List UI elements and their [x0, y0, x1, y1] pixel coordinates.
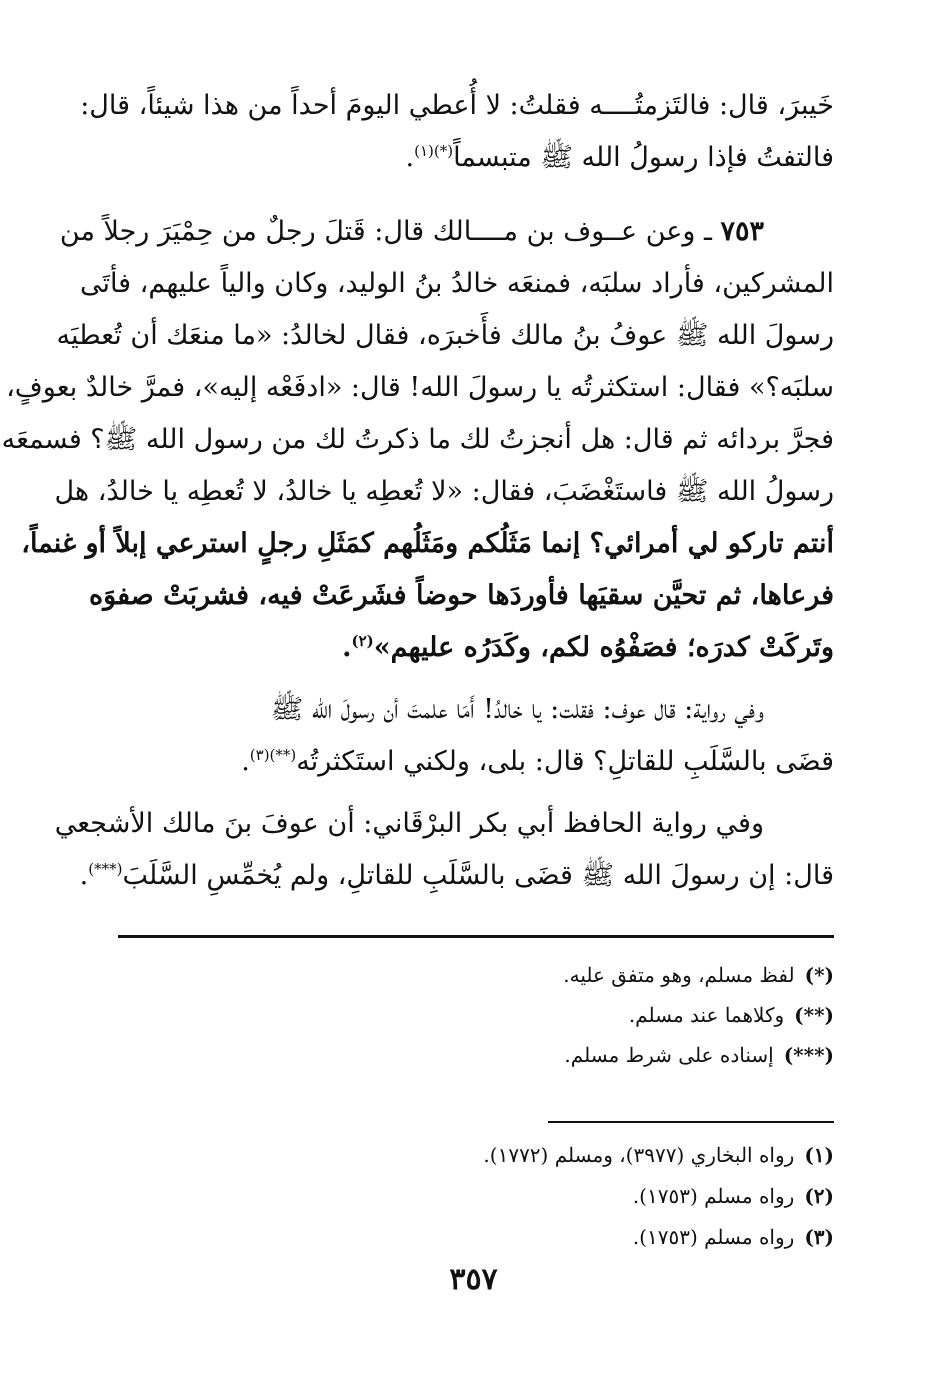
text-line: رسولُ الله ﷺ فاستَغْضَبَ، فقال: «لا تُعطِه يا خالدُ، لا تُعطِه يا خالدُ، هل — [54, 476, 834, 507]
footnote-text: رواه مسلم (١٧٥٣). — [632, 1184, 795, 1208]
paragraph-riwaya-1 — [118, 684, 834, 788]
text-line: وفي رواية الحافظ أبي بكر البرْقَاني: أن عوفَ بنَ مالك الأشجعي — [54, 808, 764, 839]
text-span: قضَى بالسَّلَبِ للقاتلِ؟ قال: بلى، ولكني استَكثرتُه — [296, 746, 834, 777]
footnote-ref: (*)(١) — [414, 142, 454, 160]
text-span: . — [342, 632, 352, 663]
footnote-item — [118, 1035, 834, 1075]
numbered-footnotes — [118, 1135, 834, 1258]
text-line — [59, 206, 834, 258]
footnote-mark: (*) — [804, 963, 834, 987]
text-line: فرعاها، ثم تحيَّن سقيَها فأوردَها حوضاً فشَرعَتْ فيه، فشربَتْ صفوَه — [89, 580, 834, 611]
text-line: وفي رواية: قال عوف: فقلت: يا خالدُ! أَمَا علمتَ أن رسولَ الله ﷺ — [270, 694, 764, 725]
paragraph-1 — [80, 80, 834, 184]
footnote-item — [118, 995, 834, 1035]
text-line — [118, 622, 834, 674]
text-line — [79, 850, 834, 902]
text-span: . — [79, 860, 89, 891]
text-span: قال: إن رسولَ الله ﷺ قضَى بالسَّلَبِ للقاتلِ، ولم يُخمِّسِ السَّلَبَ — [122, 860, 834, 891]
footnote-text: إسناده على شرط مسلم. — [564, 1043, 774, 1067]
footnote-mark: (**) — [794, 1003, 834, 1027]
footnote-mark: (٣) — [804, 1225, 834, 1249]
footnote-ref: (٢) — [351, 632, 374, 650]
hadith-number: ٧٥٣ — [720, 216, 764, 247]
footnote-text: وكلاهما عند مسلم. — [628, 1003, 785, 1027]
footnote-separator — [118, 935, 834, 938]
footnote-text: رواه البخاري (٣٩٧٧)، ومسلم (١٧٧٢). — [483, 1143, 795, 1167]
footnote-mark: (٢) — [804, 1184, 834, 1208]
paragraph-hadith-753 — [1, 206, 834, 674]
footnote-item — [118, 1135, 834, 1176]
footnote-item — [118, 1176, 834, 1217]
text-line: فجرَّ بردائه ثم قال: هل أنجزتُ لك ما ذكرتُ لك من رسول الله ﷺ؟ فسمعَه — [1, 424, 834, 455]
text-span: ـ وعن عــوف بن مــــالك قال: قَتلَ رجلٌ من حِمْيَرَ رجلاً من — [59, 216, 721, 247]
text-line — [118, 736, 834, 788]
text-line: خَيبرَ، قال: فالتَزمتُــــه فقلتُ: لا أُعطي اليومَ أحداً من هذا شيئاً، قال: — [80, 90, 834, 121]
footnote-ref: (***) — [88, 860, 123, 878]
footnote-text: رواه مسلم (١٧٥٣). — [632, 1225, 795, 1249]
text-line: رسولَ الله ﷺ عوفُ بنُ مالك فأَخبرَه، فقال لخالدُ: «ما منعَك أن تُعطيَه — [56, 320, 834, 351]
text-line: أنتم تاركو لي أمرائي؟ إنما مَثَلُكم ومَثَلُهم كمَثَلِ رجلٍ استرعي إبلاً أو غنماً، — [21, 528, 834, 559]
starred-footnotes — [118, 955, 834, 1075]
text-span: . — [405, 142, 415, 173]
footnote-text: لفظ مسلم، وهو متفق عليه. — [563, 963, 795, 987]
footnote-item — [118, 955, 834, 995]
main-text — [1, 80, 834, 902]
paragraph-riwaya-2 — [54, 798, 834, 902]
page-number: ٣٥٧ — [449, 1262, 498, 1297]
text-span: فالتفتُ فإذا رسولُ الله ﷺ متبسماً — [453, 142, 834, 173]
footnote-item — [118, 1217, 834, 1258]
text-span: وتَركَتْ كدرَه؛ فصَفْوُه لكم، وكَدَرُه عليهم» — [373, 632, 834, 663]
footnote-mark: (***) — [783, 1043, 834, 1067]
text-span: . — [241, 746, 250, 777]
text-line: سلبَه؟» فقال: استكثرتُه يا رسولَ الله! قال: «ادفَعْه إليه»، فمرَّ خالدٌ بعوفٍ، — [6, 372, 834, 403]
text-line: المشركين، فأراد سلبَه، فمنعَه خالدُ بنُ الوليد، وكان والياً عليهم، فأتَى — [79, 268, 834, 299]
text-line — [118, 132, 834, 184]
footnote-mark: (١) — [804, 1143, 834, 1167]
footnote-short-separator — [548, 1121, 834, 1123]
footnote-ref: (**)(٣) — [249, 746, 297, 764]
